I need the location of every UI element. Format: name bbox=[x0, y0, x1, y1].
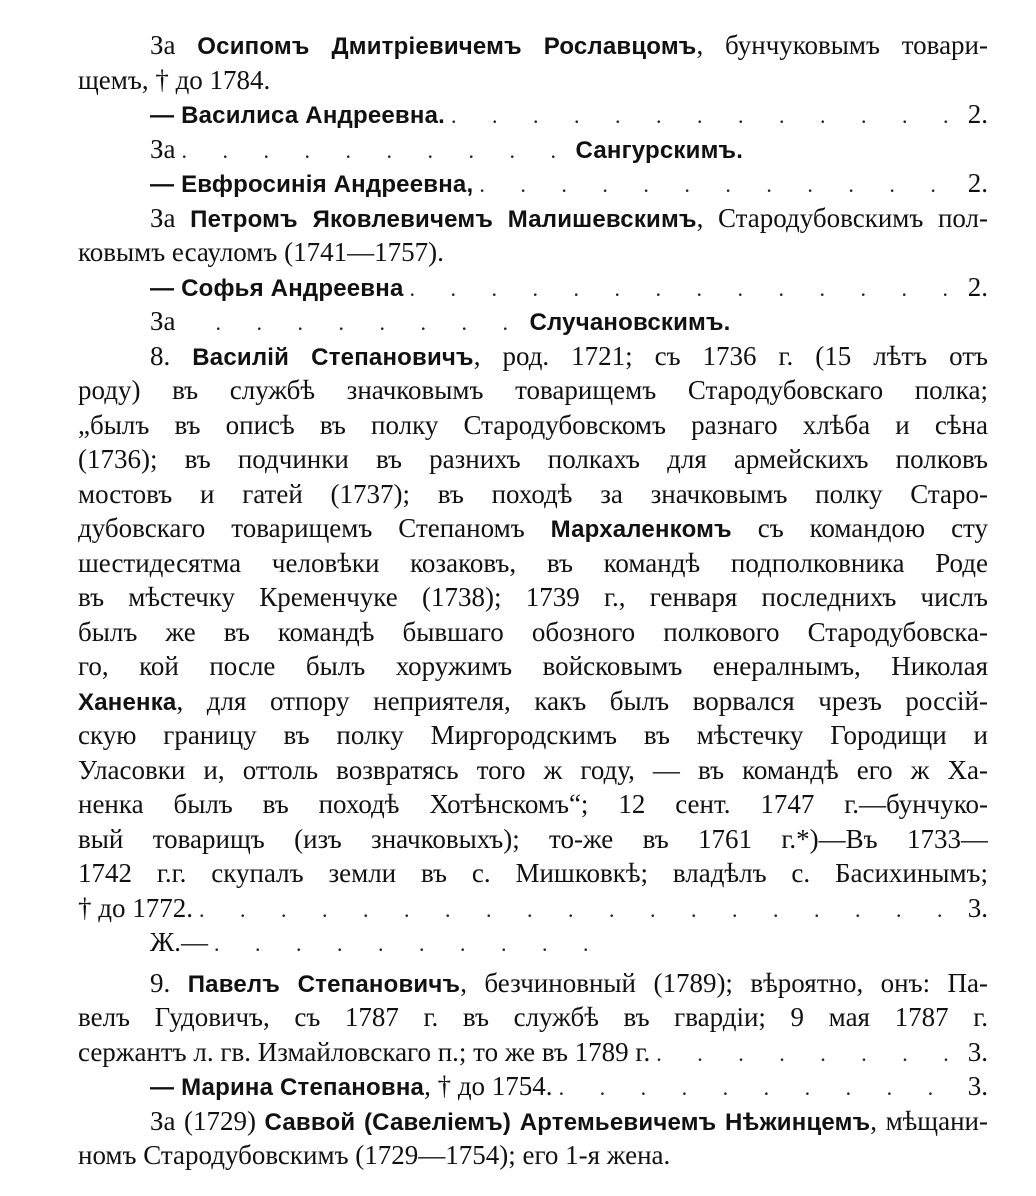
spouse-name: Сангурскимъ. bbox=[575, 136, 744, 164]
text-line: въ мѣстечку Кременчуке (1738); 1739 г., генваря последнихъ числъ bbox=[78, 582, 988, 612]
spouse-line: За . . . Сангурскимъ. bbox=[78, 132, 988, 167]
text-line: щемъ, † до 1784. bbox=[78, 64, 271, 95]
text-line bbox=[78, 28, 988, 63]
text-line bbox=[78, 1104, 988, 1139]
entry-vasili-end: † до 1772. . . . 3. bbox=[78, 891, 988, 926]
marriage-line: За Осипомъ Дмитріевичемъ Рославцомъ, бунчуковымъ товари- bbox=[150, 30, 988, 60]
leader-dots bbox=[199, 893, 952, 926]
text-line: ковымъ есауломъ (1741—1757). bbox=[78, 237, 444, 267]
person-name: — Марина Степановна bbox=[150, 1074, 425, 1101]
text-line: роду) въ службѣ значковымъ товарищемъ Стародубовскаго полка; bbox=[78, 375, 988, 405]
text-line: скую границу въ полку Миргородскимъ въ мѣстечку Городищи и bbox=[78, 720, 988, 750]
text-line: ненка былъ въ походѣ Хотѣнскомъ“; 12 сент. 1747 г.—бунчуко- bbox=[78, 789, 988, 819]
person-mention: Мархаленкомъ bbox=[550, 516, 732, 543]
text-line bbox=[78, 339, 988, 374]
leader-dots bbox=[451, 99, 952, 132]
generation-number: 3. bbox=[967, 1071, 988, 1101]
entry-evfrosinia bbox=[78, 166, 988, 201]
leader-dots bbox=[216, 306, 516, 339]
person-name: Василій Степановичъ bbox=[192, 343, 474, 371]
spouse-line: За . . . Случановскимъ. bbox=[78, 304, 988, 339]
spouse-name: Осипомъ Дмитріевичемъ Рославцомъ bbox=[197, 33, 697, 60]
generation-number: 2. bbox=[967, 168, 988, 198]
person-name: — Евфросинія Андреевна, bbox=[150, 171, 474, 198]
text-line: номъ Стародубовскимъ (1729—1754); его 1-я жена. bbox=[78, 1140, 671, 1170]
text-line bbox=[78, 201, 988, 236]
generation-number: 3. bbox=[967, 1036, 988, 1067]
text-line: дубовскаго товарищемъ Степаномъ Мархаленкомъ съ командою сту bbox=[78, 513, 988, 543]
spouse-name: Петромъ Яковлевичемъ Малишевскимъ bbox=[190, 205, 697, 233]
marriage-line: За Петромъ Яковлевичемъ Малишевскимъ, Стародубовскимъ пол- bbox=[150, 202, 988, 233]
spouse-name: Случановскимъ. bbox=[529, 309, 731, 336]
text-line: Ханенка, для отпору неприятеля, какъ былъ ворвался чрезъ россій- bbox=[78, 685, 988, 716]
entry-marina: — Марина Степановна , † до 1754. . . . 3. bbox=[78, 1069, 988, 1104]
leader-dots bbox=[559, 1071, 952, 1104]
text-line: (1736); въ подчинки въ разнихъ полкахъ для армейскихъ полковъ bbox=[78, 444, 988, 474]
entry-vasili-head: 8. Василій Степановичъ, род. 1721; съ 1736 г. (15 лѣтъ отъ bbox=[150, 340, 988, 371]
marriage-line: За (1729) Саввой (Савеліемъ) Артемьевичемъ Нѣжинцемъ, мѣщани- bbox=[150, 1105, 988, 1136]
text-line: шестидесятма человѣки козаковъ, въ командѣ подполковника Роде bbox=[78, 547, 988, 578]
leader-dots bbox=[410, 272, 952, 305]
entry-pavel-head: 9. Павелъ Степановичъ, безчиновный (1789); вѣроятно, онъ: Па- bbox=[150, 967, 988, 998]
person-mention: Ханенка bbox=[78, 688, 177, 716]
text-line: Уласовки и, оттоль возвратясь того ж году, — въ командѣ его ж Ха- bbox=[78, 754, 988, 785]
wife-line: Ж.— . . . bbox=[78, 925, 988, 960]
leader-dots bbox=[214, 927, 594, 960]
leader-dots bbox=[182, 134, 562, 167]
entry-vasilisa bbox=[78, 97, 988, 132]
leader-dots bbox=[479, 168, 952, 201]
generation-number: 2. bbox=[967, 99, 988, 129]
text-line: го, кой после былъ хоружимъ войсковымъ енералнымъ, Николая bbox=[78, 651, 988, 681]
generation-number: 3. bbox=[967, 892, 988, 923]
genealogy-page bbox=[78, 28, 988, 1173]
text-line bbox=[78, 966, 988, 1001]
entry-sofia bbox=[78, 270, 988, 305]
generation-number: 2. bbox=[967, 271, 988, 302]
text-line: былъ же въ командѣ бывшаго обозного полкового Стародубовска- bbox=[78, 616, 988, 647]
spouse-name: Саввой (Савеліемъ) Артемьевичемъ Нѣжинцемъ bbox=[264, 1108, 871, 1136]
person-name: — Софья Андреевна bbox=[150, 274, 404, 302]
entry-pavel-end: сержантъ л. гв. Измайловскаго п.; то же въ 1789 г. . . . 3. bbox=[78, 1035, 988, 1070]
text-line: велъ Гудовичъ, съ 1787 г. въ службѣ въ гвардіи; 9 мая 1787 г. bbox=[78, 1002, 988, 1032]
text-line: мостовъ и гатей (1737); въ походѣ за значковымъ полку Старо- bbox=[78, 478, 988, 509]
text-line: „былъ въ описѣ въ полку Стародубовскомъ разнаго хлѣба и сѣна bbox=[78, 409, 988, 440]
leader-dots bbox=[656, 1037, 952, 1070]
text-line: 1742 г.г. скупалъ земли въ с. Мишковкѣ; владѣлъ с. Басихинымъ; bbox=[78, 858, 988, 888]
text-line: вый товарищъ (изъ значковыхъ); то-же въ 1761 г.*)—Въ 1733— bbox=[78, 823, 988, 854]
person-name: — Василиса Андреевна. bbox=[150, 102, 445, 129]
person-name: Павелъ Степановичъ bbox=[187, 970, 461, 998]
